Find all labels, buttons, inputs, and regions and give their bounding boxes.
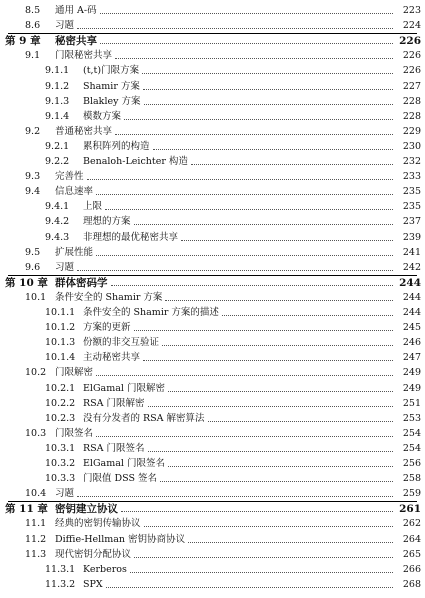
- toc-entry-page: 256: [402, 458, 421, 469]
- toc-entry[interactable]: [0, 78, 425, 93]
- toc-entry-page: 226: [399, 35, 421, 48]
- toc-entry-page: 235: [402, 201, 421, 213]
- toc-entry-number: 10.2.2: [45, 397, 76, 409]
- toc-entry-number: 8.5: [25, 5, 41, 16]
- dot-leader: [148, 451, 393, 452]
- dot-leader: [100, 13, 393, 14]
- dot-leader: [142, 73, 393, 74]
- toc-entry-page: 233: [402, 171, 421, 183]
- toc-entry-number: 第 9 章: [5, 35, 41, 48]
- toc-entry-title: 非理想的最优秘密共享: [83, 231, 179, 243]
- toc-entry[interactable]: [0, 93, 425, 108]
- toc-entry-title: 现代密钥分配协议: [55, 548, 132, 560]
- toc-entry-page: 228: [402, 95, 421, 107]
- toc-entry-page: 241: [402, 246, 421, 258]
- toc-entry[interactable]: [0, 168, 425, 183]
- toc-entry[interactable]: [0, 561, 425, 576]
- dot-leader: [121, 511, 393, 512]
- dot-leader: [191, 164, 393, 165]
- toc-entry[interactable]: [0, 531, 425, 546]
- toc-entry-number: 11.3: [25, 548, 47, 560]
- toc-entry-title: 秘密共享: [55, 35, 97, 48]
- toc-entry-title: RSA 门限签名: [83, 442, 145, 454]
- toc-entry-page: 239: [402, 231, 421, 243]
- toc-entry[interactable]: [0, 198, 425, 213]
- toc-entry[interactable]: [0, 229, 425, 244]
- toc-entry-page: 249: [402, 367, 421, 379]
- toc-entry[interactable]: [0, 32, 425, 47]
- toc-entry-title: 门限签名: [55, 427, 94, 439]
- toc-entry-page: 228: [402, 110, 421, 122]
- toc-entry-number: 10.3.3: [45, 473, 76, 485]
- dot-leader: [153, 149, 393, 150]
- dot-leader: [115, 134, 393, 135]
- toc-entry-title: Benaloh-Leichter 构造: [83, 156, 188, 167]
- toc-entry[interactable]: [0, 576, 425, 591]
- toc-entry-number: 9.3: [25, 171, 41, 183]
- dot-leader: [165, 300, 393, 301]
- toc-entry[interactable]: [0, 274, 425, 289]
- toc-entry-title: Diffie-Hellman 密钥协商协议: [55, 533, 186, 545]
- dot-leader: [130, 572, 393, 573]
- toc-entry-number: 9.2: [25, 125, 41, 137]
- toc-entry-title: RSA 门限解密: [83, 397, 145, 409]
- toc-entry-page: 244: [402, 307, 421, 318]
- toc-entry[interactable]: [0, 123, 425, 138]
- dot-leader: [134, 330, 393, 331]
- toc-entry-number: 11.3.2: [45, 578, 76, 590]
- toc-entry-title: Blakley 方案: [83, 95, 141, 107]
- toc-entry-number: 11.2: [25, 533, 47, 545]
- toc-entry-number: 9.6: [25, 261, 41, 273]
- toc-entry[interactable]: [0, 546, 425, 561]
- toc-entry-number: 10.2.1: [45, 382, 76, 394]
- toc-entry-page: 268: [402, 578, 421, 590]
- toc-entry-page: 230: [402, 140, 421, 152]
- dot-leader: [144, 526, 393, 527]
- toc-entry[interactable]: [0, 17, 425, 32]
- toc-entry-page: 227: [402, 80, 421, 92]
- toc-entry-title: 习题: [55, 261, 75, 273]
- toc-entry[interactable]: [0, 395, 425, 410]
- toc-entry-title: 理想的方案: [83, 216, 131, 228]
- toc-entry-title: 门限解密: [55, 367, 94, 379]
- dot-leader: [96, 436, 393, 437]
- toc-entry-page: 223: [402, 5, 421, 16]
- toc-entry-number: 9.4.3: [45, 231, 70, 243]
- toc-entry-page: 237: [402, 216, 421, 228]
- toc-entry-page: 259: [402, 488, 421, 500]
- toc-entry-number: 9.4.2: [45, 216, 70, 228]
- toc-entry-number: 9.5: [25, 246, 41, 258]
- dot-leader: [105, 209, 393, 210]
- toc-entry[interactable]: [0, 425, 425, 440]
- toc-entry-title: 条件安全的 Shamir 方案的描述: [83, 307, 219, 318]
- toc-entry-number: 10.3: [25, 427, 47, 439]
- toc-entry-title: Kerberos: [83, 563, 127, 575]
- toc-entry-title: 模数方案: [83, 110, 122, 122]
- toc-entry[interactable]: [0, 515, 425, 530]
- toc-entry-page: 265: [402, 548, 421, 560]
- toc-entry-page: 254: [402, 442, 421, 454]
- toc-entry[interactable]: [0, 349, 425, 364]
- toc-entry-number: 10.1.1: [45, 307, 76, 318]
- toc-entry-number: 11.3.1: [45, 563, 76, 575]
- toc-entry-number: 10.1: [25, 291, 47, 303]
- toc-entry[interactable]: [0, 2, 425, 17]
- dot-leader: [222, 315, 393, 316]
- toc-entry-number: 10.2.3: [45, 412, 76, 424]
- toc-entry[interactable]: [0, 153, 425, 168]
- dot-leader: [96, 194, 393, 195]
- toc-entry-page: 242: [402, 261, 421, 273]
- toc-entry-page: 226: [402, 65, 421, 77]
- toc-entry-page: 226: [402, 50, 421, 62]
- dot-leader: [77, 270, 393, 271]
- dot-leader: [106, 587, 393, 588]
- dot-leader: [100, 43, 393, 44]
- toc-entry-title: 群体密码学: [55, 276, 108, 289]
- toc-entry-number: 8.6: [25, 20, 41, 32]
- toc-entry[interactable]: [0, 259, 425, 274]
- toc-entry-number: 9.1.1: [45, 65, 70, 77]
- toc-entry[interactable]: [0, 500, 425, 515]
- dot-leader: [134, 557, 393, 558]
- toc-entry-title: 通用 A-码: [55, 5, 97, 16]
- dot-leader: [77, 496, 393, 497]
- dot-leader: [143, 89, 393, 90]
- toc-entry-title: 习题: [55, 488, 75, 500]
- dot-leader: [87, 179, 393, 180]
- toc-entry-number: 9.4: [25, 186, 41, 198]
- toc-entry-title: 累积阵列的构造: [83, 140, 150, 152]
- dot-leader: [148, 406, 393, 407]
- toc-entry[interactable]: [0, 455, 425, 470]
- toc-entry-page: 247: [402, 352, 421, 364]
- dot-leader: [162, 345, 393, 346]
- toc-entry-number: 10.1.2: [45, 322, 76, 334]
- toc-entry-page: 249: [402, 382, 421, 394]
- toc-entry-number: 第 10 章: [5, 276, 48, 289]
- toc-entry[interactable]: [0, 485, 425, 500]
- toc-entry-number: 9.2.1: [45, 140, 70, 152]
- toc-entry-page: 264: [402, 533, 421, 545]
- toc-entry-title: 完善性: [55, 171, 84, 183]
- toc-entry-number: 10.3.2: [45, 458, 76, 469]
- toc-entry-page: 229: [402, 125, 421, 137]
- toc-entry[interactable]: [0, 62, 425, 77]
- toc-entry[interactable]: [0, 470, 425, 485]
- toc-entry[interactable]: [0, 244, 425, 259]
- toc-entry-number: 11.1: [25, 518, 47, 530]
- toc-entry[interactable]: [0, 138, 425, 153]
- toc-entry-page: 262: [402, 518, 421, 530]
- toc-entry-title: SPX: [83, 578, 103, 590]
- toc-entry-number: 9.1.3: [45, 95, 70, 107]
- toc-entry-page: 246: [402, 337, 421, 349]
- toc-entry[interactable]: [0, 410, 425, 425]
- toc-entry-title: 门限值 DSS 签名: [83, 473, 158, 485]
- toc-entry-title: 条件安全的 Shamir 方案: [55, 291, 163, 303]
- dot-leader: [77, 28, 393, 29]
- toc-entry-number: 10.1.3: [45, 337, 76, 349]
- toc-entry-title: 扩展性能: [55, 246, 94, 258]
- toc-entry-number: 10.3.1: [45, 442, 76, 454]
- dot-leader: [124, 119, 393, 120]
- toc-entry-page: 251: [402, 397, 421, 409]
- toc-entry-number: 10.4: [25, 488, 47, 500]
- toc-entry[interactable]: [0, 380, 425, 395]
- dot-leader: [168, 466, 393, 467]
- dot-leader: [160, 481, 393, 482]
- toc-entry-page: 253: [402, 412, 421, 424]
- toc-entry-title: 方案的更新: [83, 322, 131, 334]
- toc-entry-number: 9.1.4: [45, 110, 70, 122]
- toc-entry[interactable]: [0, 319, 425, 334]
- toc-entry[interactable]: [0, 47, 425, 62]
- toc-entry-number: 9.4.1: [45, 201, 70, 213]
- dot-leader: [168, 391, 393, 392]
- toc-entry-number: 9.2.2: [45, 156, 70, 167]
- toc-entry-number: 9.1: [25, 50, 41, 62]
- dot-leader: [208, 421, 393, 422]
- toc-entry-page: 235: [402, 186, 421, 198]
- toc-entry-page: 244: [402, 291, 421, 303]
- toc-entry-title: 份额的非交互验证: [83, 337, 160, 349]
- toc-entry-title: 经典的密钥传输协议: [55, 518, 141, 530]
- toc-entry-title: 主动秘密共享: [83, 352, 141, 364]
- toc-entry-page: 261: [399, 503, 421, 516]
- toc-entry-title: 密钥建立协议: [55, 503, 118, 516]
- dot-leader: [115, 58, 393, 59]
- dot-leader: [144, 104, 394, 105]
- toc-entry-title: 习题: [55, 20, 75, 32]
- toc-entry[interactable]: [0, 304, 425, 319]
- dot-leader: [188, 542, 393, 543]
- dot-leader: [96, 255, 393, 256]
- toc-entry-page: 258: [402, 473, 421, 485]
- toc-entry-title: Shamir 方案: [83, 80, 140, 92]
- dot-leader: [111, 285, 394, 286]
- toc-entry-title: 没有分发者的 RSA 解密算法: [83, 412, 205, 424]
- toc-entry-page: 254: [402, 427, 421, 439]
- toc-entry[interactable]: [0, 334, 425, 349]
- toc-entry-number: 10.2: [25, 367, 47, 379]
- dot-leader: [143, 360, 393, 361]
- dot-leader: [96, 375, 393, 376]
- toc-entry[interactable]: [0, 108, 425, 123]
- toc-entry-page: 266: [402, 563, 421, 575]
- toc-entry[interactable]: [0, 183, 425, 198]
- toc-entry-title: 上限: [83, 201, 103, 213]
- toc-entry-title: 信息速率: [55, 186, 94, 198]
- toc-entry-page: 224: [402, 20, 421, 32]
- toc-entry[interactable]: [0, 213, 425, 228]
- toc-entry-number: 9.1.2: [45, 80, 70, 92]
- dot-leader: [134, 224, 393, 225]
- toc-entry[interactable]: [0, 440, 425, 455]
- toc-entry[interactable]: [0, 364, 425, 379]
- toc-entry-title: (t,t)门限方案: [83, 65, 140, 77]
- toc-entry-number: 第 11 章: [5, 503, 48, 516]
- toc-entry-number: 10.1.4: [45, 352, 76, 364]
- toc-entry-title: 普通秘密共享: [55, 125, 113, 137]
- toc-entry-page: 245: [402, 322, 421, 334]
- toc-entry[interactable]: [0, 289, 425, 304]
- toc-entry-title: ElGamal 门限解密: [83, 382, 165, 394]
- toc-entry-page: 244: [399, 276, 421, 289]
- dot-leader: [181, 240, 393, 241]
- toc-entry-title: ElGamal 门限签名: [83, 458, 165, 469]
- toc-entry-title: 门限秘密共享: [55, 50, 113, 62]
- toc-entry-page: 232: [402, 156, 421, 167]
